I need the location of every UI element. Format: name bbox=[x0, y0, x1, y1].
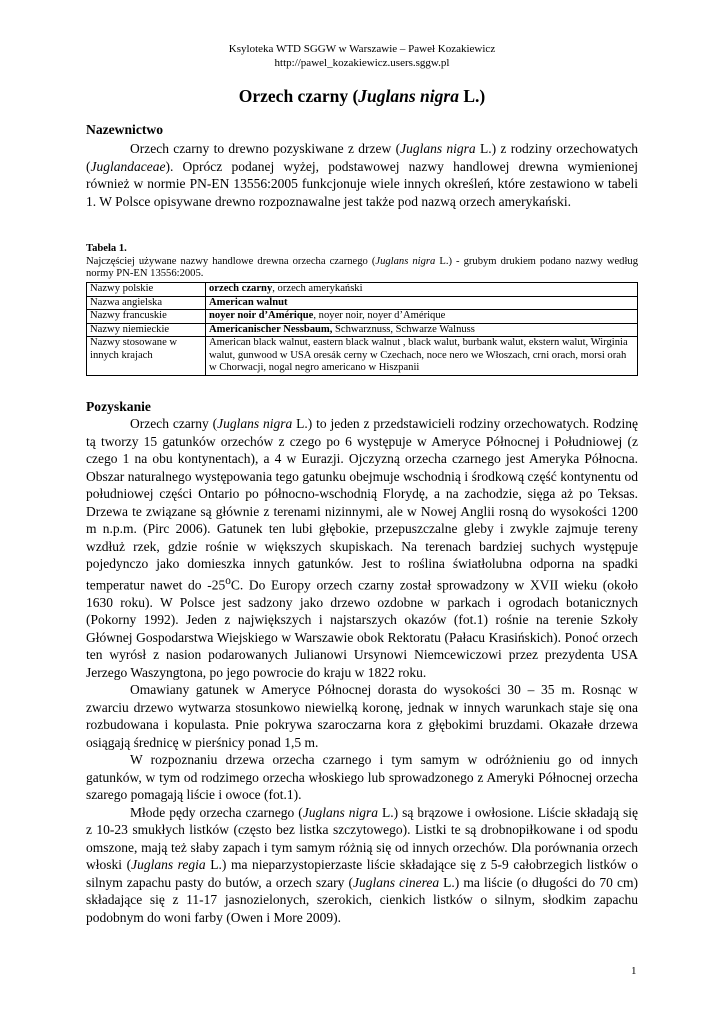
text: C. Do Europy orzech czarny został sprowadzony w XVII wieku (około 1630 roku). W Polsce jest sadzony jako drzewo ozdobne w parkach i ogrodach botanicznych (Pokorny 1992). Jeden z największych i najstarszych okazów (fot.1) rośnie na terenie Szkoły Głównej Gospodarstwa Wiejskiego w Warszawie obok Rektoratu (Pałacu Krasińskich). Ponoć orzech ten wyrósł z nasion podarowanych Julianowi Ursynowi Niemcewiczowi przez prezydenta USA Jerzego Waszyngtona, po jego powrocie do kraju w 1822 roku. bbox=[86, 577, 638, 680]
row-label: Nazwa angielska bbox=[87, 296, 206, 310]
standard-name: American walnut bbox=[209, 296, 288, 308]
text: Młode pędy orzecha czarnego ( bbox=[130, 804, 303, 820]
text: L.) ma nieparzystopierzaste liście składające się z 5-9 całobrzegich listków o silnym zapachu pasty do butów, a orzech szary ( bbox=[86, 857, 638, 890]
latin-name: Juglans nigra bbox=[400, 141, 476, 156]
table-caption-text bbox=[86, 256, 638, 281]
title-latin-name: Juglans nigra bbox=[358, 86, 459, 106]
standard-name: Americanischer Nessbaum, bbox=[209, 323, 333, 335]
section-pozyskanie-body bbox=[86, 415, 638, 926]
table-row bbox=[87, 323, 638, 337]
other-names: Schwarznuss, Schwarze Walnuss bbox=[332, 323, 475, 335]
row-label: Nazwy niemieckie bbox=[87, 323, 206, 337]
section-nazewnictwo-body bbox=[86, 140, 638, 210]
section-heading-nazewnictwo: Nazewnictwo bbox=[86, 122, 164, 137]
row-label: Nazwy stosowane w innych krajach bbox=[87, 337, 206, 376]
row-value bbox=[206, 310, 638, 324]
standard-name: orzech czarny bbox=[209, 283, 273, 294]
row-value bbox=[206, 323, 638, 337]
text: Orzech czarny ( bbox=[130, 416, 218, 431]
paragraph: W rozpoznaniu drzewa orzecha czarnego i tym samym w odróżnieniu go od innych gatunków, w tym od rodzimego orzecha włoskiego lub sprowadzonego z Ameryki Północnej orzecha szarego pomagają liście i owoce (fot.1). bbox=[86, 752, 638, 802]
title-text: Orzech czarny ( bbox=[238, 86, 359, 106]
row-value bbox=[206, 283, 638, 297]
text: Orzech czarny to drewno pozyskiwane z drzew ( bbox=[130, 141, 401, 156]
other-names: American black walnut, eastern black walnut , black walut, burbank walut, ekstern walut, Wirginia walut, gunwood w USA oresák cerny w Czechach, noce nero we Włoszach, crni orach, morsi orah w Chorwacji, nogal negro americano w Hiszpanii bbox=[209, 337, 628, 373]
text: L.) to jeden z przedstawicieli rodziny orzechowatych. Rodzinę tą tworzy 15 gatunków orzechów z czego po 6 występuje w Ameryce Północnej i Południowej (z czego 1 na obu kontynentach), a 4 w Eurazji. Ojczyzną orzecha czarnego jest Ameryka Północna. Obszar naturalnego występowania tego gatunku obejmuje wschodnią i środkową część kontynentu od południowej części Ontario po północno-wschodnią Florydę, a na zachodzie, sięga aż po Teksas. Drzewa te związane są głównie z terenami nizinnymi, ale w Nowej Anglii rosną do wysokości 1200 m n.p.m. (Pirc 2006). Gatunek ten lubi głębokie, przepuszczalne gleby i zwykle zajmuje tereny wzdłuż rzek, gdzie rośnie w większych skupiskach. Na terenach bardziej suchych występuje pojedynczo jako domieszka innych gatunków. Jest to roślina światłolubna odporna na spadki temperatur nawet do -25 bbox=[86, 416, 638, 592]
table-row bbox=[87, 283, 638, 297]
latin-name: Juglans cinerea bbox=[352, 874, 440, 890]
table-row bbox=[87, 337, 638, 376]
other-names: , noyer noir, noyer d’Amérique bbox=[313, 310, 446, 321]
latin-name: Juglans nigra bbox=[217, 416, 293, 431]
page-number: 1 bbox=[631, 965, 637, 977]
table-row bbox=[87, 296, 638, 310]
paragraph: Omawiany gatunek w Ameryce Północnej dorasta do wysokości 30 – 35 m. Rosnąc w zwarciu drzewo wytwarza stosunkowo niewielką koronę, jednak w innych warunkach staje się ona rozbudowana i kopulasta. Pnie pokrywa szaroczarna kora z głębokimi bruzdami. Okazałe drzewa osiągają średnicę w pierśnicy ponad 1,5 m. bbox=[86, 682, 638, 750]
text: Najczęściej używane nazwy handlowe drewna orzecha czarnego ( bbox=[86, 255, 376, 267]
document-title bbox=[86, 86, 638, 107]
table-row bbox=[87, 310, 638, 324]
running-header: Ksyloteka WTD SGGW w Warszawie – Paweł Kozakiewicz bbox=[228, 43, 496, 55]
title-text-end: L.) bbox=[458, 86, 486, 106]
trade-names-table bbox=[86, 282, 638, 376]
table-caption bbox=[86, 243, 638, 281]
text: L.) - grubym drukiem podano nazwy według normy PN-EN 13556:2005. bbox=[86, 255, 638, 279]
paragraph bbox=[86, 804, 638, 927]
other-names: , orzech amerykański bbox=[272, 283, 363, 294]
latin-name: Juglandaceae bbox=[90, 158, 166, 174]
text: ). Oprócz podanej wyżej, podstawowej nazwy handlowej drewna wymienionej również w normie PN-EN 13556:2005 funkcjonuje wiele innych określeń, które zestawiono w tabeli 1. W Polsce opisywane drewno rozpoznawalne jest także pod nazwą orzech amerykański. bbox=[86, 158, 638, 209]
row-value bbox=[206, 296, 638, 310]
degree-mark: o bbox=[225, 574, 231, 587]
row-label: Nazwy francuskie bbox=[87, 310, 206, 324]
section-heading-pozyskanie: Pozyskanie bbox=[86, 399, 151, 414]
header-url: http://pawel_kozakiewicz.users.sggw.pl bbox=[274, 57, 450, 69]
row-label: Nazwy polskie bbox=[87, 283, 206, 297]
latin-name: Juglans regia bbox=[131, 857, 206, 872]
latin-name: Juglans nigra bbox=[302, 804, 378, 820]
standard-name: noyer noir d’Amérique bbox=[209, 310, 314, 321]
paragraph bbox=[86, 140, 638, 210]
text: L.) ma liście (o długości do 70 cm) składające się z 11-17 jasnozielonych, szerokich, cienkich listków o silnym, słodkim zapachu podobnym do woni farby (Owen i More 2009). bbox=[86, 874, 638, 925]
paragraph bbox=[86, 415, 638, 681]
row-value bbox=[206, 337, 638, 376]
latin-name: Juglans nigra bbox=[375, 255, 436, 267]
text: L.) z rodziny orzechowatych ( bbox=[86, 141, 638, 174]
table-label: Tabela 1. bbox=[86, 243, 127, 254]
text: L.) są brązowe i owłosione. Liście składają się z 10-23 smukłych listków (często bez listka szczytowego). Listki te są drobnopiłkowane i od spodu omszone, mają też słaby zapach i tym samym różnią się od innych orzechów. Dla porównania orzech włoski ( bbox=[86, 804, 638, 872]
